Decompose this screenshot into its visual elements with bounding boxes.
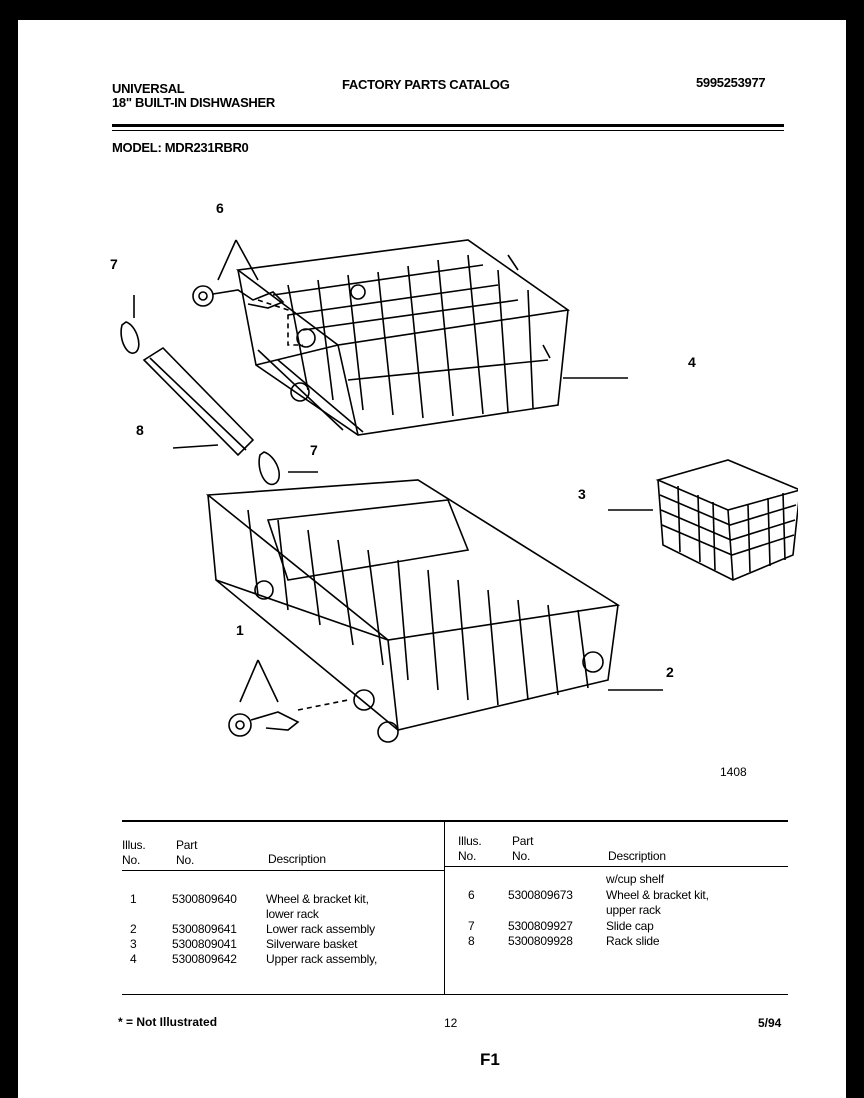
row-illus: 8 [468, 934, 475, 948]
callout-6: 6 [216, 200, 224, 216]
row-desc: Wheel & bracket kit, [606, 888, 709, 902]
catalog-title: FACTORY PARTS CATALOG [342, 77, 510, 92]
header-part-right: Part No. [512, 834, 534, 863]
slide-cap-top-drawing [121, 322, 139, 353]
row-part: 5300809640 [172, 892, 237, 906]
row-illus: 3 [130, 937, 137, 951]
product-name: 18" BUILT-IN DISHWASHER [112, 95, 275, 110]
rack-slide-drawing [144, 348, 253, 455]
row-part: 5300809041 [172, 937, 237, 951]
callout-2: 2 [666, 664, 674, 680]
row-desc: Wheel & bracket kit, [266, 892, 369, 906]
section-code: F1 [480, 1050, 500, 1069]
row-desc: Rack slide [606, 934, 660, 948]
row-desc: Upper rack assembly, [266, 952, 378, 966]
table-top-rule [122, 820, 788, 822]
row-desc-cont: lower rack [266, 907, 319, 921]
upper-rack-drawing [238, 240, 568, 435]
leader-8 [173, 445, 218, 448]
header-illus-right: Illus. No. [458, 834, 482, 863]
header-part-left: Part No. [176, 838, 198, 867]
header-desc-right: Description [608, 849, 666, 863]
row-part: 5300809641 [172, 922, 237, 936]
model-label: MODEL: MDR231RBR0 [112, 140, 249, 155]
row-illus: 4 [130, 952, 137, 966]
callout-3: 3 [578, 486, 586, 502]
row-desc-cont: upper rack [606, 903, 661, 917]
row-part: 5300809642 [172, 952, 237, 966]
callout-8: 8 [136, 422, 144, 438]
brand-name: UNIVERSAL [112, 81, 185, 96]
row-desc: Slide cap [606, 919, 654, 933]
row-illus: 2 [130, 922, 137, 936]
revision-date: 5/94 [758, 1016, 782, 1030]
header-rule [112, 124, 784, 127]
callout-7-top: 7 [110, 256, 118, 272]
callout-7-bottom: 7 [310, 442, 318, 458]
lower-rack-drawing [208, 480, 618, 742]
row-illus: 6 [468, 888, 475, 902]
callout-4: 4 [688, 354, 696, 370]
row-part: 5300809673 [508, 888, 573, 902]
row-desc: Silverware basket [266, 937, 358, 951]
lower-wheel-bracket-drawing [229, 660, 348, 736]
slide-cap-bottom-drawing [259, 452, 279, 484]
table-divider [444, 822, 445, 994]
figure-number: 1408 [720, 765, 747, 779]
row-part: 5300809928 [508, 934, 573, 948]
page-number: 12 [444, 1016, 458, 1030]
parts-diagram [88, 200, 798, 810]
row-desc: Lower rack assembly [266, 922, 375, 936]
catalog-number: 5995253977 [696, 75, 766, 90]
catalog-page [18, 20, 846, 1098]
row-illus: 7 [468, 919, 475, 933]
row-illus: 1 [130, 892, 137, 906]
callout-1: 1 [236, 622, 244, 638]
silverware-basket-drawing [658, 460, 798, 580]
footnote: * = Not Illustrated [118, 1015, 218, 1029]
header-illus-left: Illus. No. [122, 838, 146, 867]
left-header-rule [122, 870, 444, 871]
row-desc-pre: w/cup shelf [606, 872, 664, 886]
header-desc-left: Description [268, 852, 326, 866]
table-bottom-rule [122, 994, 788, 995]
row-part: 5300809927 [508, 919, 573, 933]
header-rule-thin [112, 130, 784, 131]
right-header-rule [445, 866, 788, 867]
